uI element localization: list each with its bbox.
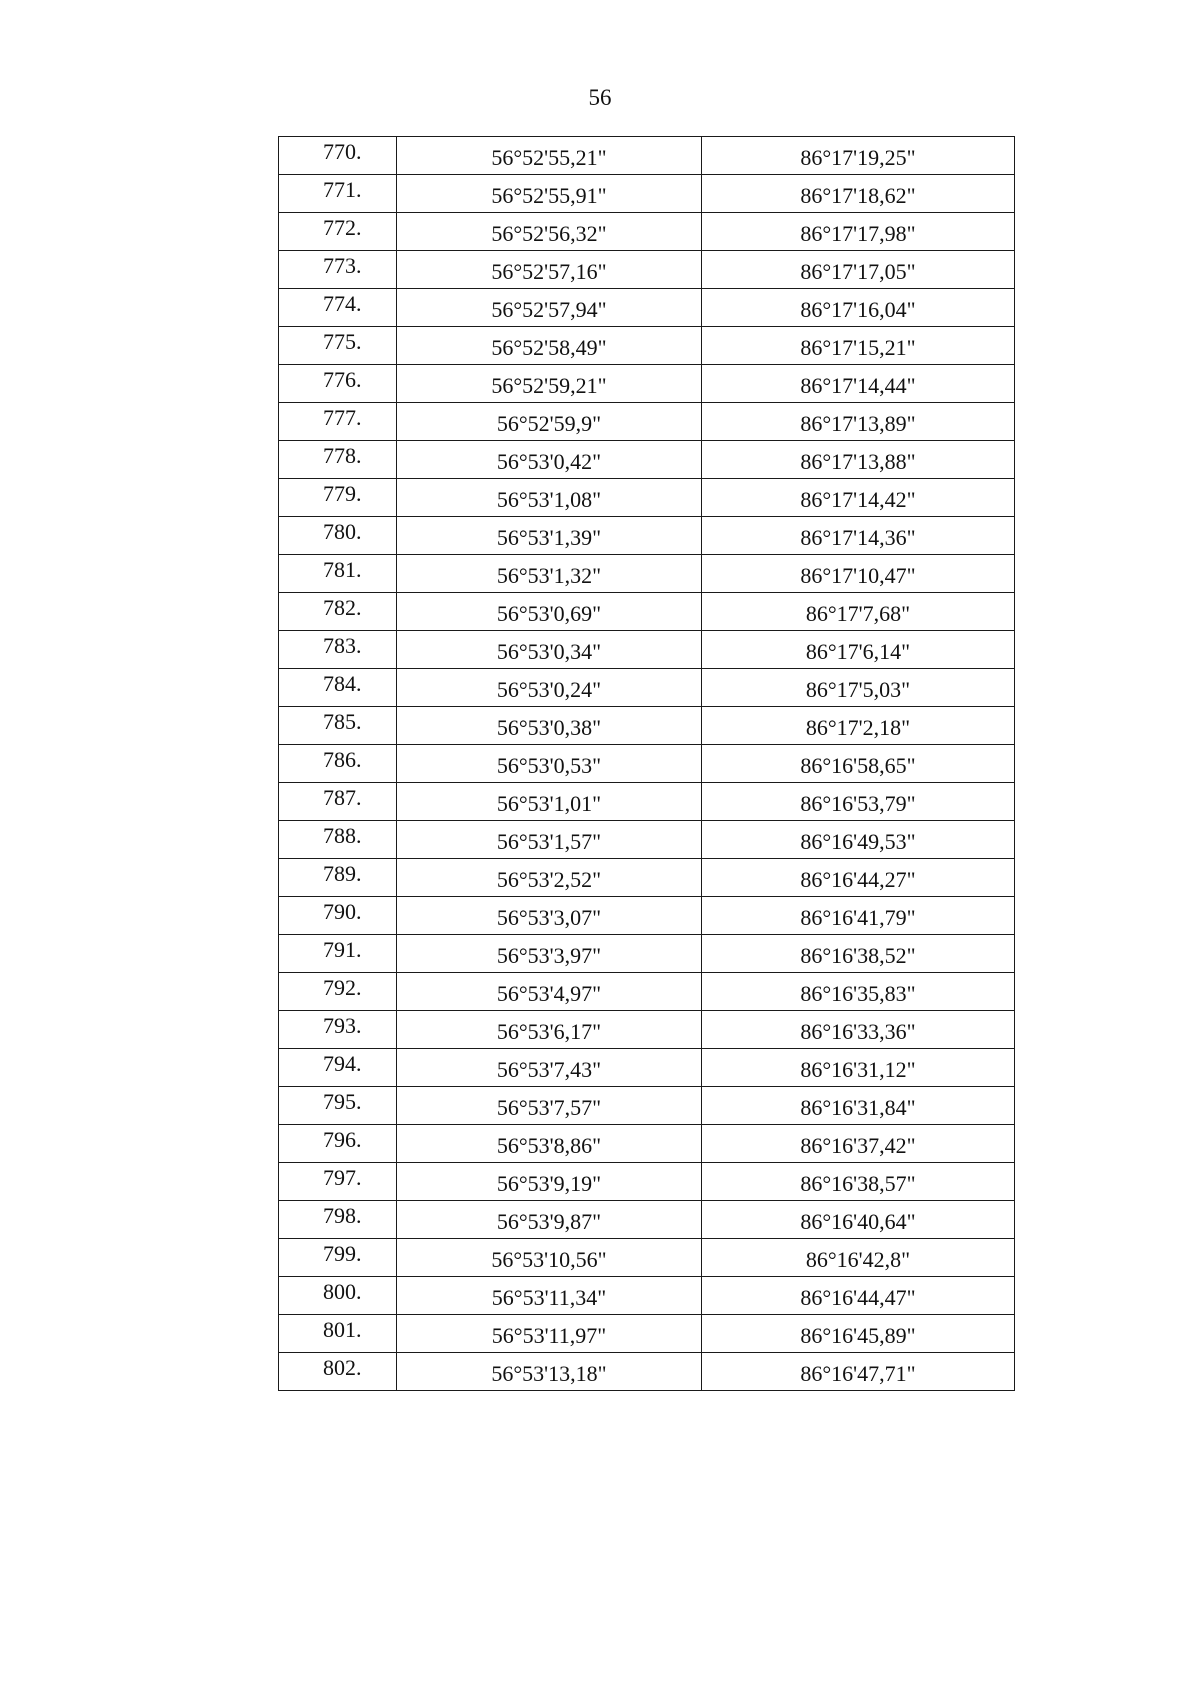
point-number-cell: 787. [279, 783, 397, 821]
longitude-cell: 86°17'17,05" [702, 251, 1015, 289]
longitude-cell: 86°17'14,42" [702, 479, 1015, 517]
point-number-cell: 802. [279, 1353, 397, 1391]
table-row [279, 821, 1015, 859]
latitude-cell: 56°52'55,91" [397, 175, 702, 213]
longitude-cell: 86°16'40,64" [702, 1201, 1015, 1239]
latitude-cell: 56°53'11,97" [397, 1315, 702, 1353]
longitude-cell: 86°17'16,04" [702, 289, 1015, 327]
latitude-cell: 56°53'0,69" [397, 593, 702, 631]
longitude-cell: 86°16'37,42" [702, 1125, 1015, 1163]
table-row [279, 593, 1015, 631]
table-row [279, 1201, 1015, 1239]
point-number-cell: 783. [279, 631, 397, 669]
latitude-cell: 56°52'55,21" [397, 137, 702, 175]
latitude-cell: 56°53'9,87" [397, 1201, 702, 1239]
table-row [279, 935, 1015, 973]
table-row [279, 479, 1015, 517]
point-number-cell: 779. [279, 479, 397, 517]
point-number-cell: 792. [279, 973, 397, 1011]
latitude-cell: 56°53'0,42" [397, 441, 702, 479]
longitude-cell: 86°17'19,25" [702, 137, 1015, 175]
longitude-cell: 86°17'15,21" [702, 327, 1015, 365]
point-number-cell: 797. [279, 1163, 397, 1201]
longitude-cell: 86°16'31,84" [702, 1087, 1015, 1125]
latitude-cell: 56°53'8,86" [397, 1125, 702, 1163]
table-row [279, 897, 1015, 935]
longitude-cell: 86°16'44,47" [702, 1277, 1015, 1315]
table-row [279, 517, 1015, 555]
longitude-cell: 86°16'41,79" [702, 897, 1015, 935]
latitude-cell: 56°53'0,24" [397, 669, 702, 707]
table-row [279, 859, 1015, 897]
table-row [279, 1125, 1015, 1163]
table-row [279, 1011, 1015, 1049]
longitude-cell: 86°16'49,53" [702, 821, 1015, 859]
longitude-cell: 86°17'13,89" [702, 403, 1015, 441]
latitude-cell: 56°53'4,97" [397, 973, 702, 1011]
point-number-cell: 771. [279, 175, 397, 213]
table-row [279, 1049, 1015, 1087]
point-number-cell: 772. [279, 213, 397, 251]
point-number-cell: 782. [279, 593, 397, 631]
latitude-cell: 56°53'7,43" [397, 1049, 702, 1087]
table-row [279, 1163, 1015, 1201]
longitude-cell: 86°17'18,62" [702, 175, 1015, 213]
longitude-cell: 86°17'10,47" [702, 555, 1015, 593]
coordinates-table [278, 136, 1015, 1391]
longitude-cell: 86°16'42,8" [702, 1239, 1015, 1277]
latitude-cell: 56°53'7,57" [397, 1087, 702, 1125]
longitude-cell: 86°17'2,18" [702, 707, 1015, 745]
latitude-cell: 56°53'0,34" [397, 631, 702, 669]
point-number-cell: 785. [279, 707, 397, 745]
longitude-cell: 86°17'6,14" [702, 631, 1015, 669]
point-number-cell: 790. [279, 897, 397, 935]
latitude-cell: 56°52'58,49" [397, 327, 702, 365]
longitude-cell: 86°16'38,52" [702, 935, 1015, 973]
point-number-cell: 800. [279, 1277, 397, 1315]
table-row [279, 1277, 1015, 1315]
longitude-cell: 86°17'13,88" [702, 441, 1015, 479]
latitude-cell: 56°52'57,16" [397, 251, 702, 289]
latitude-cell: 56°53'3,07" [397, 897, 702, 935]
longitude-cell: 86°16'53,79" [702, 783, 1015, 821]
point-number-cell: 773. [279, 251, 397, 289]
latitude-cell: 56°53'2,52" [397, 859, 702, 897]
point-number-cell: 786. [279, 745, 397, 783]
longitude-cell: 86°16'58,65" [702, 745, 1015, 783]
point-number-cell: 774. [279, 289, 397, 327]
latitude-cell: 56°53'1,39" [397, 517, 702, 555]
table-row [279, 1239, 1015, 1277]
point-number-cell: 795. [279, 1087, 397, 1125]
table-row [279, 631, 1015, 669]
longitude-cell: 86°16'35,83" [702, 973, 1015, 1011]
longitude-cell: 86°16'45,89" [702, 1315, 1015, 1353]
table-row [279, 441, 1015, 479]
latitude-cell: 56°52'59,21" [397, 365, 702, 403]
longitude-cell: 86°16'38,57" [702, 1163, 1015, 1201]
latitude-cell: 56°53'0,53" [397, 745, 702, 783]
table-row [279, 783, 1015, 821]
latitude-cell: 56°53'9,19" [397, 1163, 702, 1201]
longitude-cell: 86°17'14,36" [702, 517, 1015, 555]
latitude-cell: 56°53'13,18" [397, 1353, 702, 1391]
table-row [279, 669, 1015, 707]
point-number-cell: 794. [279, 1049, 397, 1087]
point-number-cell: 801. [279, 1315, 397, 1353]
table-row [279, 327, 1015, 365]
longitude-cell: 86°16'31,12" [702, 1049, 1015, 1087]
table-row [279, 251, 1015, 289]
latitude-cell: 56°53'0,38" [397, 707, 702, 745]
table-row [279, 175, 1015, 213]
point-number-cell: 778. [279, 441, 397, 479]
point-number-cell: 798. [279, 1201, 397, 1239]
latitude-cell: 56°53'3,97" [397, 935, 702, 973]
table-row [279, 555, 1015, 593]
table-row [279, 137, 1015, 175]
point-number-cell: 781. [279, 555, 397, 593]
longitude-cell: 86°16'33,36" [702, 1011, 1015, 1049]
latitude-cell: 56°53'1,57" [397, 821, 702, 859]
point-number-cell: 793. [279, 1011, 397, 1049]
point-number-cell: 784. [279, 669, 397, 707]
longitude-cell: 86°16'47,71" [702, 1353, 1015, 1391]
point-number-cell: 799. [279, 1239, 397, 1277]
latitude-cell: 56°53'10,56" [397, 1239, 702, 1277]
table-row [279, 1087, 1015, 1125]
point-number-cell: 788. [279, 821, 397, 859]
table-row [279, 973, 1015, 1011]
page-number: 56 [588, 85, 612, 110]
point-number-cell: 789. [279, 859, 397, 897]
point-number-cell: 780. [279, 517, 397, 555]
point-number-cell: 776. [279, 365, 397, 403]
longitude-cell: 86°17'5,03" [702, 669, 1015, 707]
longitude-cell: 86°17'7,68" [702, 593, 1015, 631]
latitude-cell: 56°53'11,34" [397, 1277, 702, 1315]
table-row [279, 289, 1015, 327]
latitude-cell: 56°53'1,01" [397, 783, 702, 821]
latitude-cell: 56°53'1,08" [397, 479, 702, 517]
latitude-cell: 56°52'56,32" [397, 213, 702, 251]
latitude-cell: 56°52'57,94" [397, 289, 702, 327]
table-row [279, 745, 1015, 783]
point-number-cell: 796. [279, 1125, 397, 1163]
table-row [279, 213, 1015, 251]
table-row [279, 707, 1015, 745]
table-row [279, 403, 1015, 441]
point-number-cell: 770. [279, 137, 397, 175]
longitude-cell: 86°16'44,27" [702, 859, 1015, 897]
table-row [279, 365, 1015, 403]
latitude-cell: 56°53'1,32" [397, 555, 702, 593]
table-row [279, 1315, 1015, 1353]
table-row [279, 1353, 1015, 1391]
point-number-cell: 791. [279, 935, 397, 973]
point-number-cell: 777. [279, 403, 397, 441]
point-number-cell: 775. [279, 327, 397, 365]
longitude-cell: 86°17'17,98" [702, 213, 1015, 251]
longitude-cell: 86°17'14,44" [702, 365, 1015, 403]
coordinates-table-body [279, 137, 1015, 1391]
latitude-cell: 56°53'6,17" [397, 1011, 702, 1049]
latitude-cell: 56°52'59,9" [397, 403, 702, 441]
